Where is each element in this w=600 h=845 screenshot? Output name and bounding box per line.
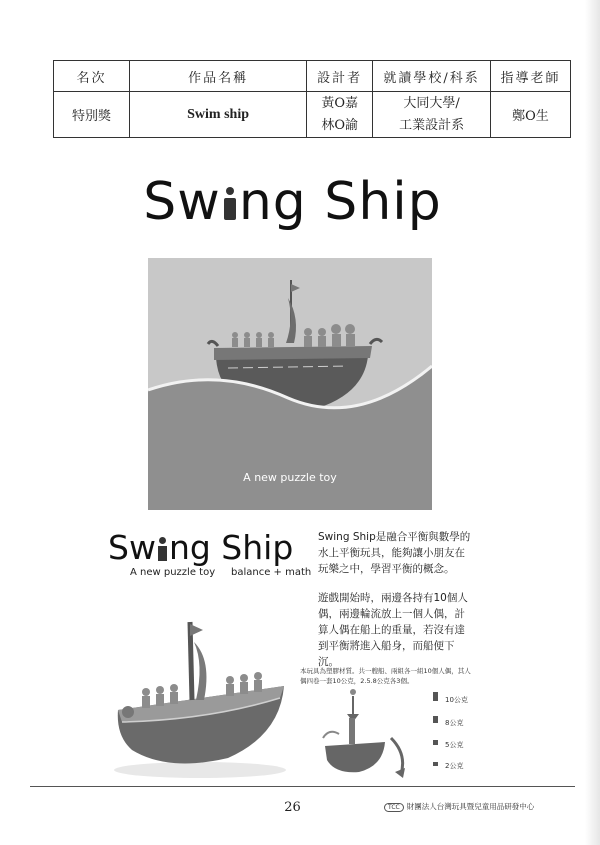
footer-divider [30,786,575,787]
hero-caption: A new puzzle toy [243,471,337,484]
header-designer: 設計者 [307,61,373,92]
footer-organization [384,801,534,812]
organization-name: 財團法人台灣玩具暨兒童用品研發中心 [406,802,535,811]
designer-1: 黃O嘉 [321,95,358,111]
header-rank: 名次 [54,61,130,92]
weight-label-2g: 2公克 [445,762,464,770]
weight-label-10g: 10公克 [445,696,468,704]
poster-title-small [108,528,293,567]
hero-image [148,258,432,510]
poster-title-large [0,172,585,232]
cell-rank: 特別獎 [54,92,130,138]
header-work: 作品名稱 [130,61,307,92]
page-number: 26 [284,800,301,815]
school-1: 大同大學/ [403,95,460,111]
balance-diagram [305,688,475,783]
description-paragraph-1: Swing Ship是融合平衡與數學的水上平衡玩具，能夠讓小朋友在玩樂之中，學習平衡的概念。 [318,531,471,575]
designer-2: 林O諭 [321,117,358,133]
description-paragraph-2: 遊戲開始時，兩邊各持有10個人偶，兩邊輪流放上一個人偶，計算人偶在船上的重量，若沒有達到平衡將進入船身，而船便下沉。 [318,592,468,668]
subtitle-balance-math: balance + math [231,567,312,578]
cell-designer [307,92,373,138]
figure-peg-small-icon [158,537,167,561]
school-2: 工業設計系 [399,117,465,133]
cell-work: Swim ship [130,92,307,138]
header-school: 就讀學校/科系 [373,61,491,92]
ship-photo [108,600,288,780]
title-part-2: ng Ship [238,172,442,232]
cell-teacher: 鄭O生 [490,92,570,138]
figure-peg-icon [224,187,236,223]
award-table-row [54,92,571,138]
award-table-header-row [54,61,571,92]
subtitle-puzzle-toy: A new puzzle toy [130,567,216,578]
weight-label-5g: 5公克 [445,741,464,749]
page-edge-shadow [585,0,600,845]
tcc-logo-icon: TCC [384,803,404,812]
small-title-part-2: ng Ship [168,528,294,567]
title-part-1: Sw [143,172,221,232]
small-title-part-1: Sw [108,528,156,567]
header-teacher: 指導老師 [490,61,570,92]
weight-label-8g: 8公克 [445,719,464,727]
cell-school [373,92,491,138]
material-note: 本玩具為塑膠材質。共一艘船、兩組各一組10個人偶，其人偶四卷一套10公克，2.5.8公克各3個。 [300,667,471,685]
award-table [53,60,571,138]
